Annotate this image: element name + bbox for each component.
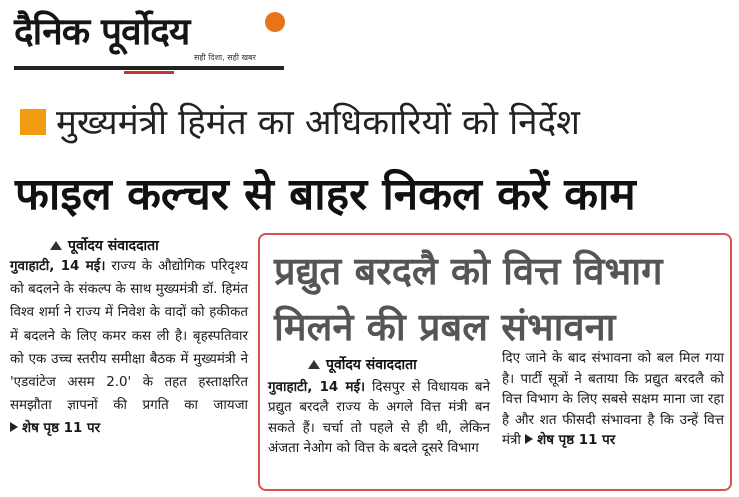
main-headline: फाइल कल्चर से बाहर निकल करें काम [15,169,636,220]
triangle-icon [50,241,62,250]
body-text: राज्य के औद्योगिक परिदृश्य को बदलने के संकल्प के साथ मुख्यमंत्री डॉ. हिमंत विश्व शर्मा ने राज्य में निवेश के वादों को हकीकत में बदलने के लिए कमर कस ली है। बृहस्पतिवार को एक उच्च स्तरीय समीक्षा बैठक में मुख्यमंत्री ने 'एडवांटेज असम 2.0' के तहत हस्ताक्षरित समझौता ज्ञापनों की प्रगति का जायजा [10,259,248,414]
masthead-title: दैनिक पूर्वोदय [14,10,190,53]
masthead-rule [14,66,284,70]
body-text: दिए जाने के बाद संभावना को बल मिल गया है। पार्टी सूत्रों ने बताया कि प्रद्युत बरदलै को वित्त विभाग के लिए सबसे सक्षम माना जा रहा है और शत फीसदी संभावना है कि उन्हें वित्त मंत्री [502,351,724,448]
body-text: दिसपुर से विधायक बने प्रद्युत बरदलै राज्य के अगले वित्त मंत्री बन सकते हैं। चर्चा तो पहले से ही थी, लेकिन अंजता नेओग को वित्त के बदले दूसरे विभाग [268,379,490,456]
story-main-body [10,255,248,441]
dateline: गुवाहाटी, 14 मई। [10,259,106,274]
masthead-dot-icon [265,12,285,32]
box-column-1 [268,355,490,460]
box-byline [268,355,490,376]
masthead-rule-accent [124,71,174,74]
story-box [258,233,732,491]
arrow-right-icon [525,434,533,444]
box-headline-line1: प्रद्युत बरदलै को वित्त विभाग [274,249,663,293]
byline-text: पूर्वोदय संवाददाता [68,238,159,254]
dateline: गुवाहाटी, 14 मई। [268,379,366,395]
box-column-2 [502,349,724,452]
triangle-icon [308,360,320,369]
continued-link[interactable]: शेष पृष्ठ 11 पर [525,433,615,448]
kicker [20,98,580,145]
byline-text: पूर्वोदय संवाददाता [326,357,417,373]
box-headline [274,243,663,355]
kicker-text: मुख्यमंत्री हिमंत का अधिकारियों को निर्देश [56,103,580,143]
story-main-byline [10,236,248,255]
square-bullet-icon [20,109,46,135]
continued-link[interactable]: शेष पृष्ठ 11 पर [10,421,100,436]
box-headline-line2: मिलने की प्रबल संभावना [274,305,616,349]
story-main [10,236,248,494]
masthead [14,4,304,74]
masthead-tagline: सही दिशा, सही खबर [194,53,256,62]
arrow-right-icon [10,422,18,432]
